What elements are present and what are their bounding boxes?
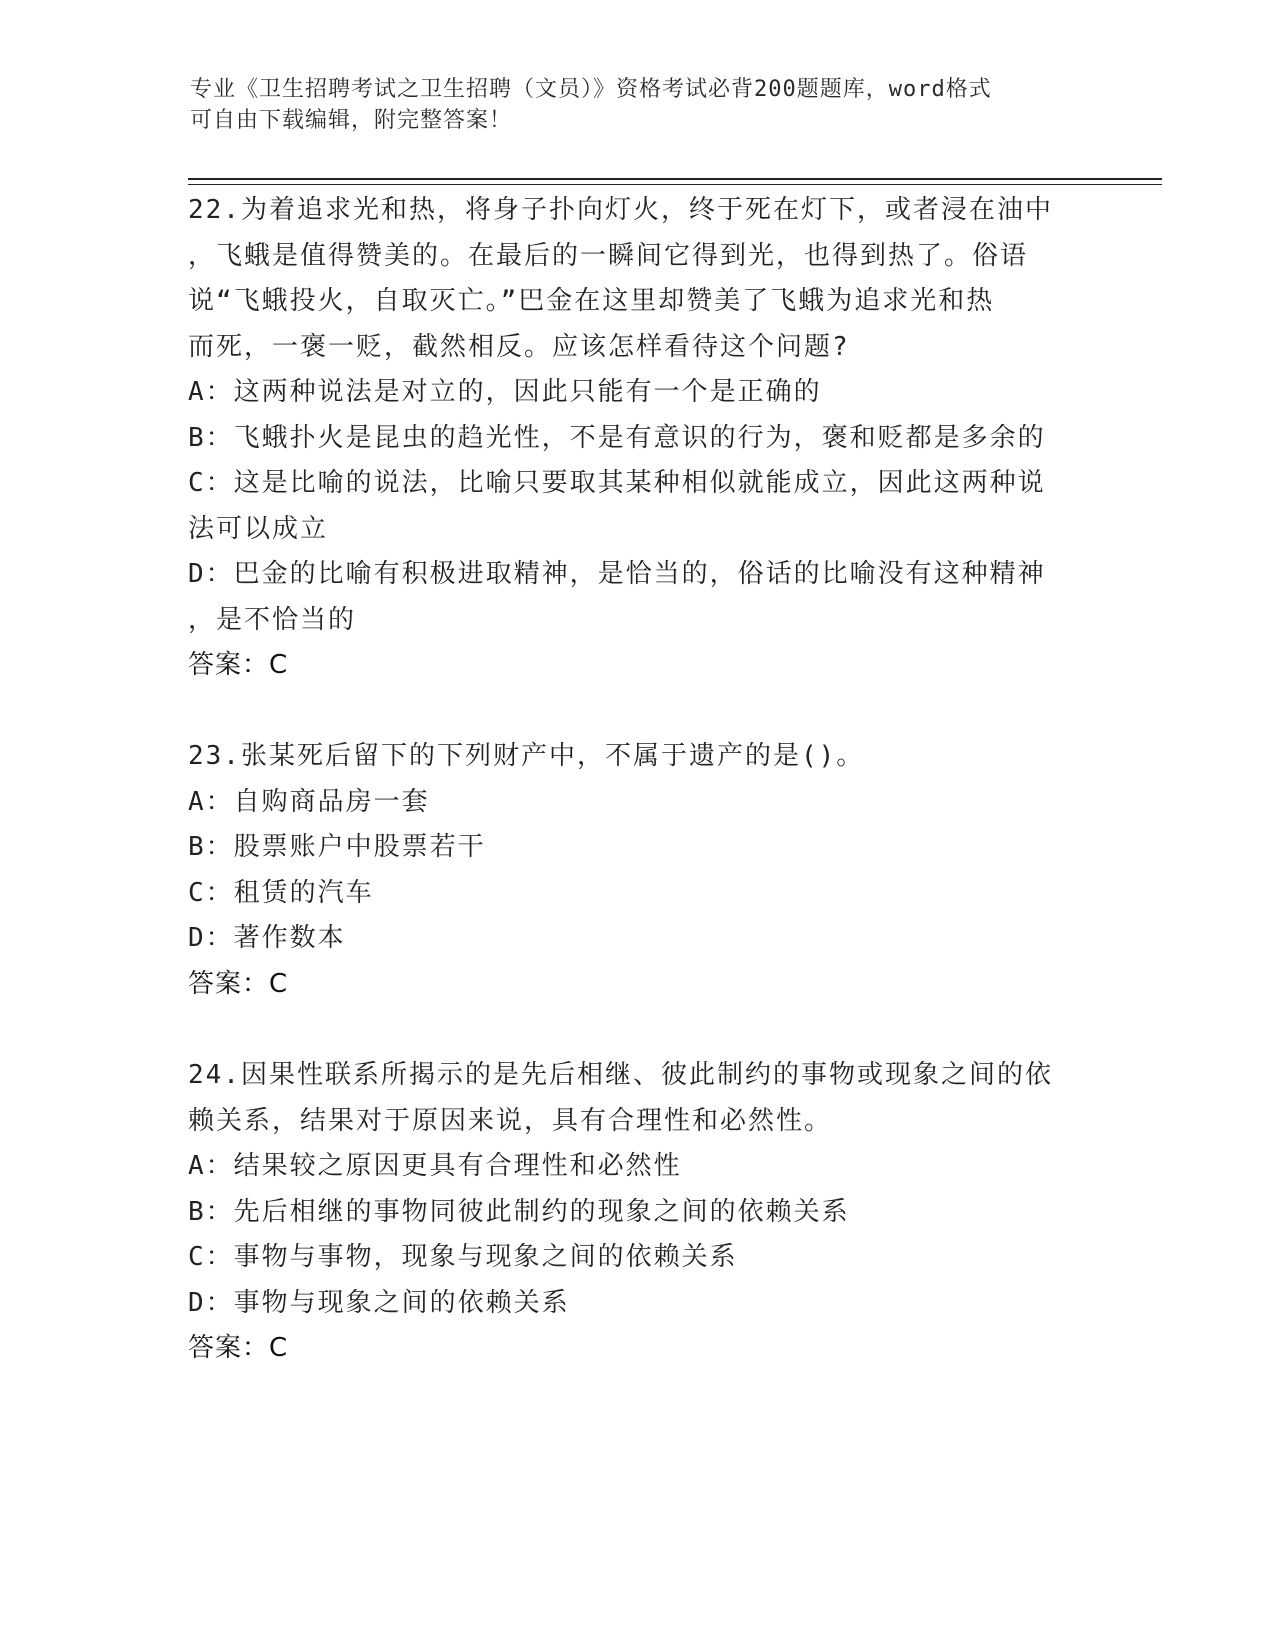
option-c: C：这是比喻的说法，比喻只要取其某种相似就能成立，因此这两种说 xyxy=(188,468,1046,498)
document-header xyxy=(190,74,1090,136)
option-b: B：股票账户中股票若干 xyxy=(188,832,486,862)
option-b: B：飞蛾扑火是昆虫的趋光性，不是有意识的行为，褒和贬都是多余的 xyxy=(188,422,1046,453)
option-d: D：著作数本 xyxy=(188,923,346,953)
option-a: A：这两种说法是对立的，因此只能有一个是正确的 xyxy=(188,377,822,407)
question-stem-line: 22.为着追求光和热，将身子扑向灯火，终于死在灯下，或者浸在油中 xyxy=(188,195,1053,225)
question-22 xyxy=(188,188,1108,689)
header-divider-thin xyxy=(188,184,1162,185)
option-d: D：巴金的比喻有积极进取精神，是恰当的，俗话的比喻没有这种精神 xyxy=(188,559,1046,589)
question-23 xyxy=(188,734,1108,1007)
option-c-continued: 法可以成立 xyxy=(188,513,329,544)
option-c: C：事物与事物，现象与现象之间的依赖关系 xyxy=(188,1242,738,1272)
option-d: D：事物与现象之间的依赖关系 xyxy=(188,1287,570,1318)
option-a: A：结果较之原因更具有合理性和必然性 xyxy=(188,1151,682,1181)
question-stem-line: 24.因果性联系所揭示的是先后相继、彼此制约的事物或现象之间的依 xyxy=(188,1060,1053,1090)
question-stem-line: 说“飞蛾投火，自取灭亡。”巴金在这里却赞美了飞蛾为追求光和热 xyxy=(188,286,995,316)
question-stem-line: ，飞蛾是值得赞美的。在最后的一瞬间它得到光，也得到热了。俗语 xyxy=(188,240,1029,271)
question-stem-line: 23.张某死后留下的下列财产中，不属于遗产的是()。 xyxy=(188,741,865,771)
header-line-2: 可自由下载编辑，附完整答案！ xyxy=(190,108,513,133)
question-stem-line: 而死，一褒一贬，截然相反。应该怎样看待这个问题? xyxy=(188,331,850,362)
answer-label: 答案：C xyxy=(188,1333,289,1363)
header-line-1: 专业《卫生招聘考试之卫生招聘（文员）》资格考试必背200题题库，word格式 xyxy=(190,77,992,102)
answer-label: 答案：C xyxy=(188,968,289,999)
question-stem-line: 赖关系，结果对于原因来说，具有合理性和必然性。 xyxy=(188,1105,833,1136)
option-b: B：先后相继的事物同彼此制约的现象之间的依赖关系 xyxy=(188,1196,850,1227)
option-a: A：自购商品房一套 xyxy=(188,786,430,817)
option-c: C：租赁的汽车 xyxy=(188,877,374,908)
option-d-continued: ，是不恰当的 xyxy=(188,604,357,635)
answer-label: 答案：C xyxy=(188,650,289,680)
question-24 xyxy=(188,1053,1108,1372)
header-divider-thick xyxy=(188,178,1162,180)
